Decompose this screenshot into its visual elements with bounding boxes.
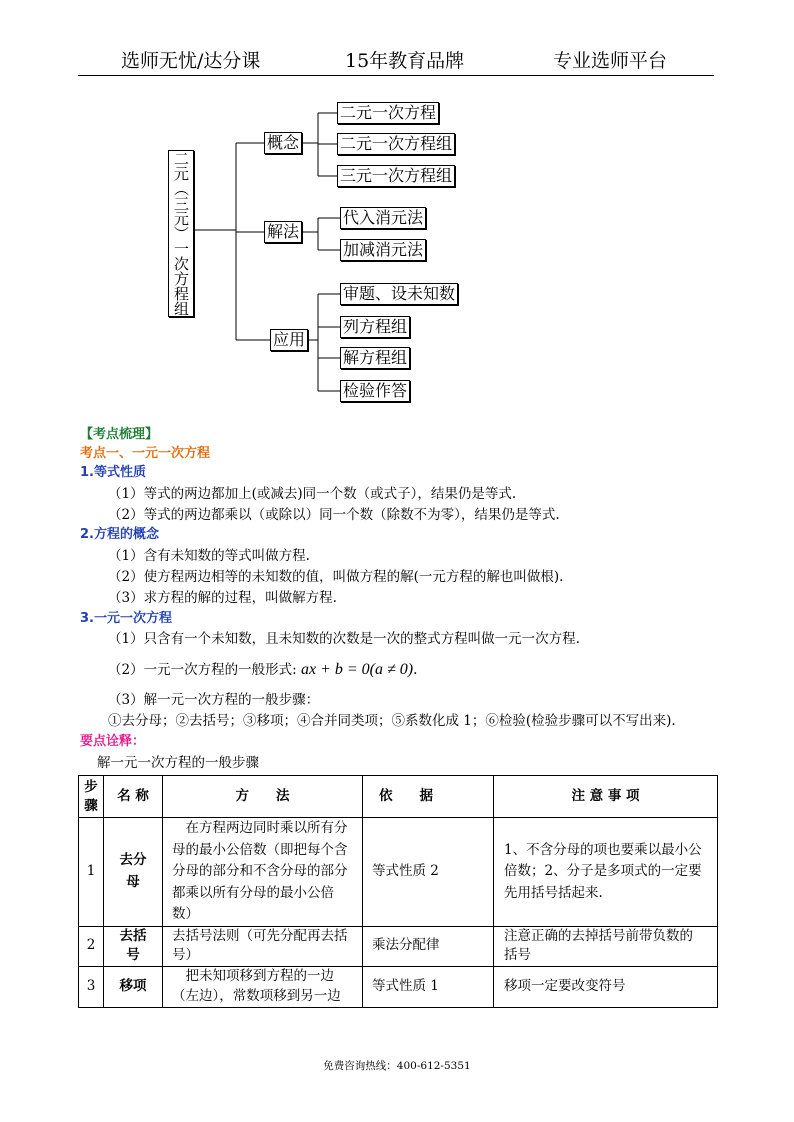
definition-item: （1）只含有一个未知数，且未知数的次数是一次的整式方程叫做一元一次方程. bbox=[108, 631, 580, 648]
cell-name: 去分母 bbox=[104, 818, 163, 927]
linear-equation-formula: ax + b = 0(a ≠ 0) bbox=[300, 661, 414, 679]
node-application-item: 审题、设未知数 bbox=[340, 283, 458, 305]
general-form-label: （2）一元一次方程的一般形式: bbox=[108, 662, 301, 679]
steps-intro: （3）解一元一次方程的一般步骤： bbox=[108, 692, 320, 709]
table-caption: 解一元一次方程的一般步骤 bbox=[97, 754, 259, 771]
footer-hotline: 免费咨询热线：400-612-5351 bbox=[323, 1060, 471, 1072]
cell-name: 移项 bbox=[104, 966, 163, 1007]
header-notes: 注 意 事 项 bbox=[494, 776, 718, 818]
header-basis: 依 据 bbox=[363, 776, 494, 818]
cell-method: 在方程两边同时乘以所有分母的最小公倍数（即把每个含分母的部分和不含分母的部分都乘以所有分母的最小公倍数） bbox=[163, 818, 363, 927]
node-application: 应用 bbox=[270, 329, 308, 351]
cell-notes: 注意正确的去掉括号前带负数的括号 bbox=[494, 926, 718, 966]
table-row bbox=[79, 926, 718, 966]
list-item: （1）等式的两边都加上(或减去)同一个数（或式子），结果仍是等式. bbox=[108, 485, 517, 502]
cell-method: 把未知项移到方程的一边（左边），常数项移到另一边 bbox=[163, 966, 363, 1007]
node-method-item: 加减消元法 bbox=[340, 239, 426, 261]
cell-notes: 移项一定要改变符号 bbox=[494, 966, 718, 1007]
solving-steps-table bbox=[78, 775, 718, 1008]
node-concept-item: 二元一次方程 bbox=[337, 102, 439, 124]
key-points-heading: 要点诠释： bbox=[80, 733, 146, 749]
node-concept-item: 二元一次方程组 bbox=[337, 133, 455, 155]
cell-step: 1 bbox=[79, 818, 104, 927]
general-form-item bbox=[80, 650, 720, 690]
section-title: 1.等式性质 bbox=[80, 465, 146, 480]
cell-notes: 1、不含分母的项也要乘以最小公倍数；2、分子是多项式的一定要先用括号括起来. bbox=[494, 818, 718, 927]
cell-name: 去括号 bbox=[104, 926, 163, 966]
node-method-item: 代入消元法 bbox=[340, 207, 426, 229]
cell-basis: 等式性质 1 bbox=[363, 966, 494, 1007]
node-method: 解法 bbox=[264, 221, 302, 243]
mind-map-root: 二元（三元）一次方程组 bbox=[168, 150, 194, 317]
table-row bbox=[79, 818, 718, 927]
list-item: （2）等式的两边都乘以（或除以）同一个数（除数不为零），结果仍是等式. bbox=[108, 506, 560, 523]
list-item: （2）使方程两边相等的未知数的值，叫做方程的解(一元方程的解也叫做根). bbox=[108, 568, 564, 585]
cell-step: 3 bbox=[79, 966, 104, 1007]
section-title: 2.方程的概念 bbox=[80, 527, 159, 543]
table-row bbox=[79, 966, 718, 1007]
node-application-item: 检验作答 bbox=[340, 380, 410, 402]
steps-list: ①去分母；②去括号；③移项；④合并同类项；⑤系数化成 1；⑥检验(检验步骤可以不写出来). bbox=[108, 712, 676, 729]
outline-heading: 【考点梳理】 bbox=[80, 427, 159, 442]
header-brand-right: 专业选师平台 bbox=[553, 50, 668, 72]
list-item: （1）含有未知数的等式叫做方程. bbox=[108, 548, 310, 565]
header-brand-center: 15年教育品牌 bbox=[345, 50, 465, 72]
header-method: 方 法 bbox=[163, 776, 363, 818]
study-notes bbox=[80, 426, 720, 773]
header-name: 名 称 bbox=[104, 776, 163, 818]
node-application-item: 列方程组 bbox=[340, 316, 410, 338]
section-title: 3.一元一次方程 bbox=[80, 610, 172, 626]
node-application-item: 解方程组 bbox=[340, 347, 410, 369]
table-header-row bbox=[79, 776, 718, 818]
node-concept: 概念 bbox=[264, 132, 302, 154]
topic-heading: 考点一、一元一次方程 bbox=[80, 446, 211, 461]
list-item: （3）求方程的解的过程，叫做解方程. bbox=[108, 589, 337, 606]
general-form-period: . bbox=[413, 662, 418, 679]
cell-step: 2 bbox=[79, 926, 104, 966]
header-brand-left: 选师无忧/达分课 bbox=[121, 50, 261, 72]
header-step: 步骤 bbox=[79, 776, 104, 818]
cell-method: 去括号法则（可先分配再去括号） bbox=[163, 926, 363, 966]
cell-basis: 等式性质 2 bbox=[363, 818, 494, 927]
node-concept-item: 三元一次方程组 bbox=[337, 165, 455, 187]
cell-basis: 乘法分配律 bbox=[363, 926, 494, 966]
